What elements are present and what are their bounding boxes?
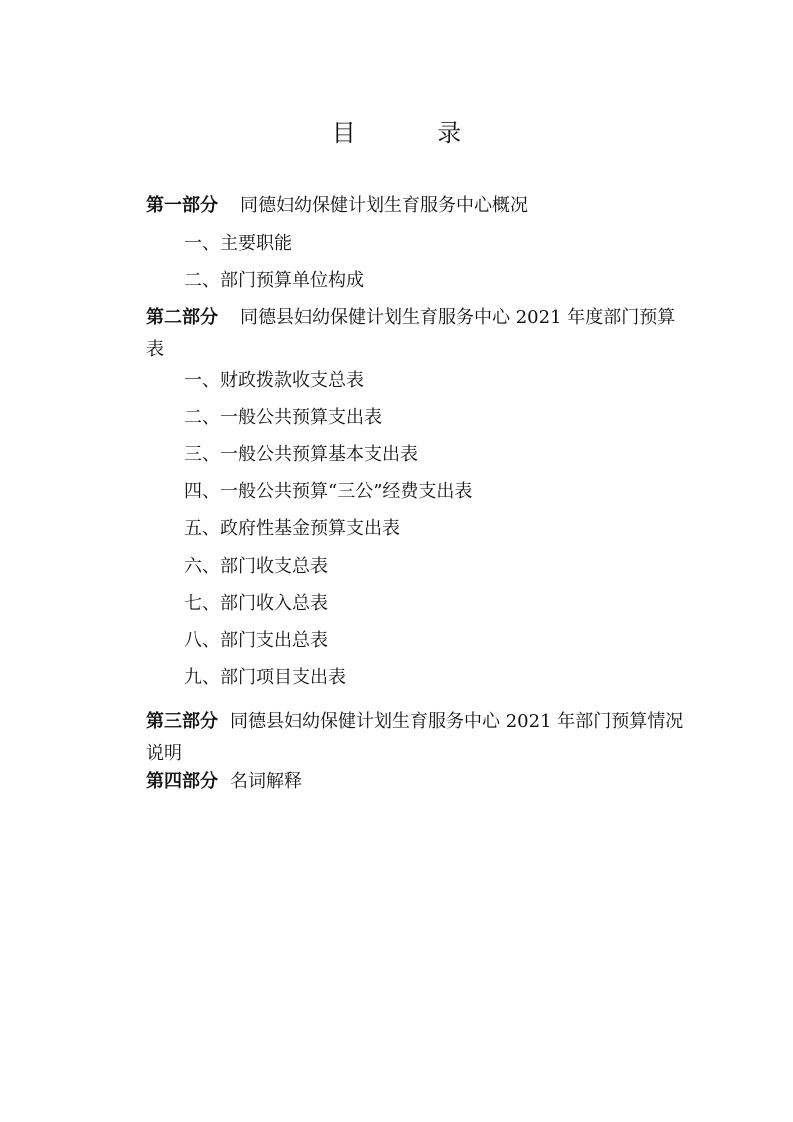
toc-part-4[interactable] (146, 766, 691, 798)
toc-item[interactable]: 二、一般公共预算支出表 (184, 407, 382, 428)
part-title: 同德妇幼保健计划生育服务中心概况 (240, 195, 528, 216)
toc-part-3[interactable] (146, 706, 691, 770)
part-title: 同德县妇幼保健计划生育服务中心 2021 年度部门预算表 (146, 307, 676, 360)
toc-item[interactable]: 八、部门支出总表 (184, 630, 328, 651)
part-title: 同德县妇幼保健计划生育服务中心 2021 年部门预算情况说明 (146, 711, 684, 764)
toc-part-1[interactable] (146, 190, 691, 222)
part-label: 第二部分 (146, 307, 218, 328)
part-title: 名词解释 (230, 771, 302, 792)
part-label: 第三部分 (146, 711, 218, 732)
toc-item[interactable]: 二、部门预算单位构成 (184, 270, 364, 291)
toc-item[interactable]: 五、政府性基金预算支出表 (184, 518, 400, 539)
page-title: 目 录 (331, 119, 491, 147)
toc-part-2[interactable] (146, 302, 691, 366)
part-label: 第四部分 (146, 771, 218, 792)
toc-item[interactable]: 三、一般公共预算基本支出表 (184, 444, 418, 465)
toc-item[interactable]: 四、一般公共预算“三公”经费支出表 (184, 481, 473, 502)
toc-item[interactable]: 一、财政拨款收支总表 (184, 370, 364, 391)
toc-item[interactable]: 七、部门收入总表 (184, 593, 328, 614)
part-label: 第一部分 (146, 195, 218, 216)
toc-item[interactable]: 一、主要职能 (184, 233, 292, 254)
toc-item[interactable]: 九、部门项目支出表 (184, 667, 346, 688)
toc-item[interactable]: 六、部门收支总表 (184, 556, 328, 577)
